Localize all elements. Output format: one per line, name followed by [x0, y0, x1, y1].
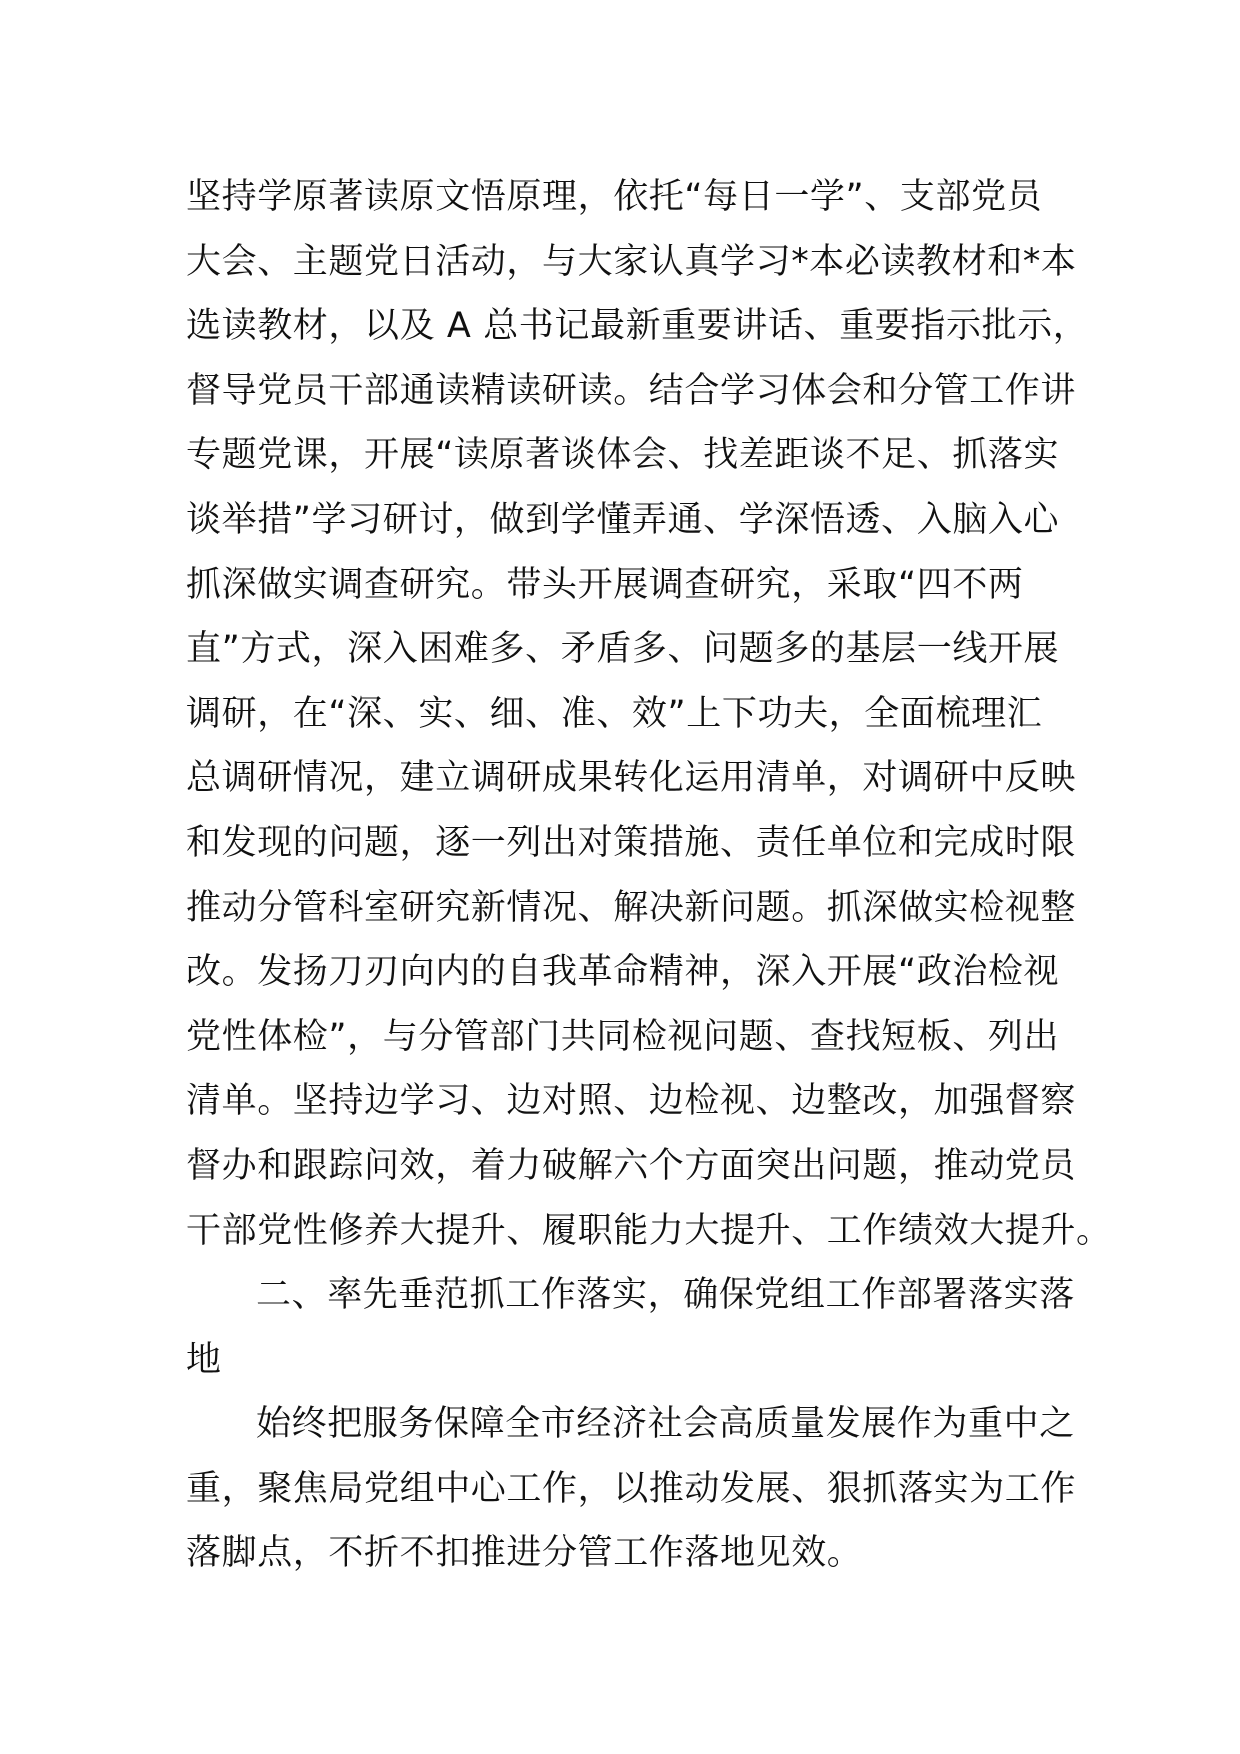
section-heading: 二、率先垂范抓工作落实，确保党组工作部署落实落 — [256, 1275, 1075, 1316]
text-line: 抓深做实调查研究。带头开展调查研究，采取“四不两 — [186, 564, 1024, 605]
text-line: 督办和跟踪问效，着力破解六个方面突出问题，推动党员 — [186, 1145, 1077, 1186]
text-line: 推动分管科室研究新情况、解决新问题。抓深做实检视整 — [186, 887, 1077, 928]
section-heading-continuation: 地 — [186, 1339, 222, 1380]
text-line: 和发现的问题，逐一列出对策措施、责任单位和完成时限 — [186, 822, 1077, 863]
text-line: 改。发扬刀刃向内的自我革命精神，深入开展“政治检视 — [186, 952, 1060, 993]
text-line: 谈举措”学习研讨，做到学懂弄通、学深悟透、入脑入心 — [186, 499, 1060, 540]
text-line: 干部党性修养大提升、履职能力大提升、工作绩效大提升。 — [186, 1210, 1112, 1251]
text-line: 重，聚焦局党组中心工作，以推动发展、狠抓落实为工作 — [186, 1468, 1077, 1509]
text-line: 落脚点，不折不扣推进分管工作落地见效。 — [186, 1533, 863, 1574]
text-line: 清单。坚持边学习、边对照、边检视、边整改，加强督察 — [186, 1081, 1077, 1122]
text-line: 选读教材，以及 A 总书记最新重要讲话、重要指示批示， — [186, 306, 1089, 347]
text-line: 督导党员干部通读精读研读。结合学习体会和分管工作讲 — [186, 370, 1077, 411]
document-body — [186, 165, 1112, 1586]
text-line: 党性体检”，与分管部门共同检视问题、查找短板、列出 — [186, 1016, 1060, 1057]
text-line: 调研，在“深、实、细、准、效”上下功夫，全面梳理汇 — [186, 693, 1043, 734]
text-line: 专题党课，开展“读原著谈体会、找差距谈不足、抓落实 — [186, 435, 1060, 476]
text-line: 直”方式，深入困难多、矛盾多、问题多的基层一线开展 — [186, 629, 1060, 670]
text-line: 总调研情况，建立调研成果转化运用清单，对调研中反映 — [186, 758, 1077, 799]
text-line: 坚持学原著读原文悟原理，依托“每日一学”、支部党员 — [186, 177, 1043, 217]
text-line: 大会、主题党日活动，与大家认真学习*本必读教材和*本 — [186, 241, 1077, 282]
paragraph-start-line: 始终把服务保障全市经济社会高质量发展作为重中之 — [256, 1404, 1075, 1445]
